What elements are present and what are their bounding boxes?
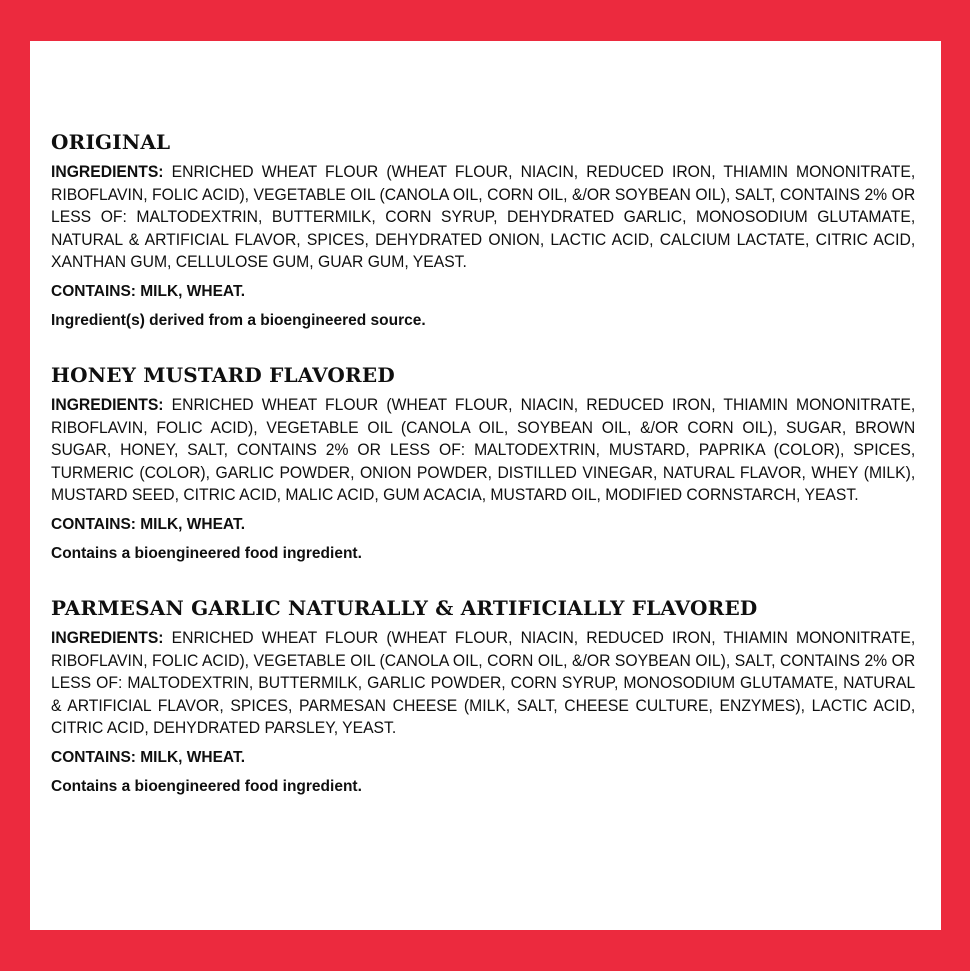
ingredients-text: ENRICHED WHEAT FLOUR (WHEAT FLOUR, NIACIN, REDUCED IRON, THIAMIN MONONITRATE, RIBOFLAVIN, FOLIC ACID), VEGETABLE OIL (CANOLA OIL, CORN OIL, &/OR SOYBEAN OIL), SALT, CONTAINS 2% OR LESS OF: MALTODEXTRIN, BUTTERMILK, GARLIC POWDER, CORN SYRUP, MONOSODIUM GLUTAMATE, NATURAL & ARTIFICIAL FLAVOR, SPICES, PARMESAN CHEESE (MILK, SALT, CHEESE CULTURE, ENZYMES), LACTIC ACID, CITRIC ACID, DEHYDRATED PARSLEY, YEAST. bbox=[51, 628, 916, 738]
ingredients-paragraph bbox=[51, 627, 915, 740]
allergen-statement: CONTAINS: MILK, WHEAT. bbox=[51, 515, 246, 533]
bioengineered-statement: Ingredient(s) derived from a bioengineered source. bbox=[51, 311, 426, 329]
allergen-statement: CONTAINS: MILK, WHEAT. bbox=[51, 748, 246, 766]
bioengineered-statement: Contains a bioengineered food ingredient. bbox=[51, 544, 362, 562]
ingredients-label: INGREDIENTS: bbox=[51, 163, 164, 181]
ingredients-label: INGREDIENTS: bbox=[51, 395, 164, 414]
ingredients-panel bbox=[30, 41, 941, 930]
ingredients-paragraph bbox=[51, 394, 915, 507]
allergen-statement: CONTAINS: MILK, WHEAT. bbox=[51, 282, 246, 300]
section-title: ORIGINAL bbox=[51, 130, 171, 154]
ingredients-label: INGREDIENTS: bbox=[51, 628, 164, 647]
section-original bbox=[51, 129, 916, 331]
section-title: PARMESAN GARLIC NATURALLY & ARTIFICIALLY FLAVORED bbox=[51, 595, 758, 620]
ingredients-text: ENRICHED WHEAT FLOUR (WHEAT FLOUR, NIACIN, REDUCED IRON, THIAMIN MONONITRATE, RIBOFLAVIN, FOLIC ACID), VEGETABLE OIL (CANOLA OIL, SOYBEAN OIL, &/OR CORN OIL), SUGAR, BROWN SUGAR, HONEY, SALT, CONTAINS 2% OR LESS OF: MALTODEXTRIN, MUSTARD, PAPRIKA (COLOR), SPICES, TURMERIC (COLOR), GARLIC POWDER, ONION POWDER, DISTILLED VINEGAR, NATURAL FLAVOR, WHEY (MILK), MUSTARD SEED, CITRIC ACID, MALIC ACID, GUM ACACIA, MUSTARD OIL, MODIFIED CORNSTARCH, YEAST. bbox=[51, 395, 916, 505]
section-honey-mustard bbox=[51, 362, 916, 564]
section-parmesan-garlic bbox=[51, 595, 916, 797]
section-title: HONEY MUSTARD FLAVORED bbox=[51, 362, 395, 387]
ingredients-text: ENRICHED WHEAT FLOUR (WHEAT FLOUR, NIACIN, REDUCED IRON, THIAMIN MONONITRATE, RIBOFLAVIN, FOLIC ACID), VEGETABLE OIL (CANOLA OIL, CORN OIL, &/OR SOYBEAN OIL), SALT, CONTAINS 2% OR LESS OF: MALTODEXTRIN, BUTTERMILK, CORN SYRUP, DEHYDRATED GARLIC, MONOSODIUM GLUTAMATE, NATURAL & ARTIFICIAL FLAVOR, SPICES, DEHYDRATED ONION, LACTIC ACID, CALCIUM LACTATE, CITRIC ACID, XANTHAN GUM, CELLULOSE GUM, GUAR GUM, YEAST. bbox=[51, 163, 916, 272]
ingredients-paragraph bbox=[51, 161, 915, 274]
bioengineered-statement: Contains a bioengineered food ingredient. bbox=[51, 777, 362, 795]
